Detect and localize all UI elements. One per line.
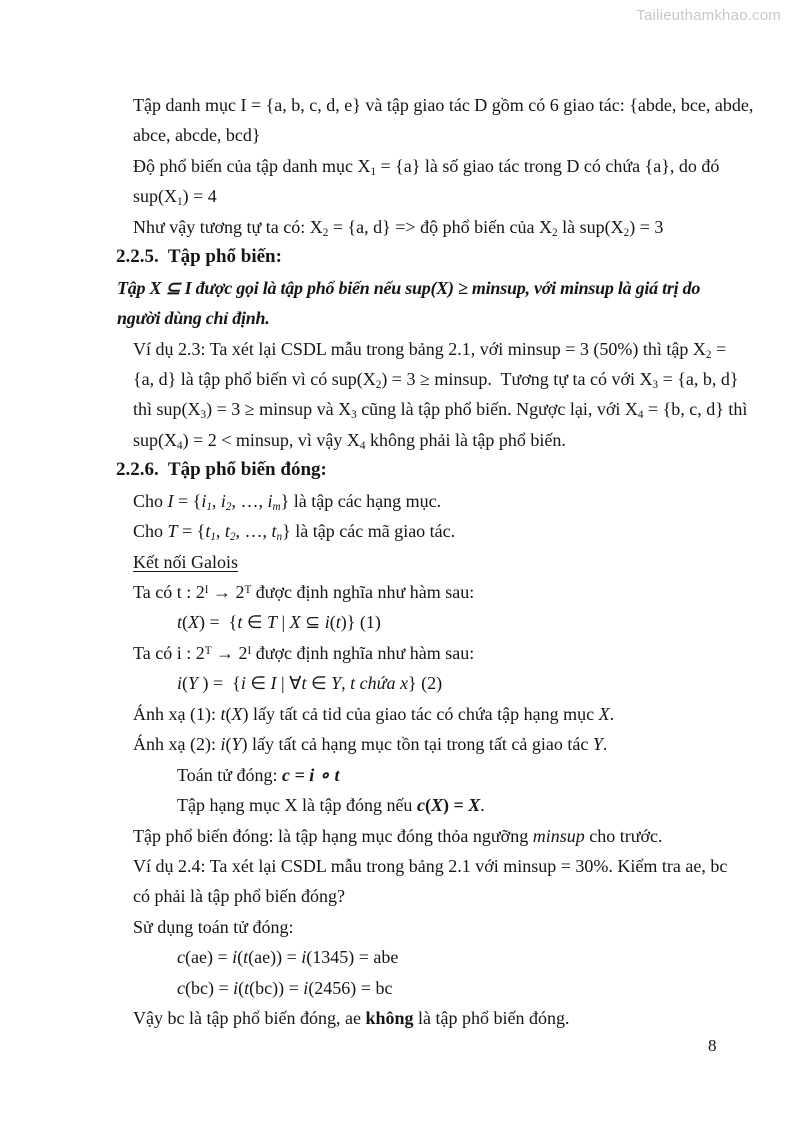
text-segment: X: [430, 795, 443, 816]
text-segment: c = i ∘ t: [282, 764, 340, 785]
text-segment: ) lấy tất cả hạng mục tồn tại trong tất cả giao tác: [241, 734, 593, 755]
text-segment: ) lấy tất cả tid của giao tác có chứa tập hạng mục: [242, 703, 599, 724]
section-heading-2-2-6: [116, 455, 723, 485]
text-segment: c: [416, 795, 425, 816]
example-2-4: [133, 851, 728, 881]
text-segment: I: [167, 490, 174, 511]
conclusion: [133, 1003, 723, 1033]
text-segment: → 2: [211, 642, 248, 663]
text-segment: c: [177, 977, 185, 998]
text-segment: .: [602, 734, 608, 755]
text-segment: Toán tử đóng:: [177, 764, 282, 785]
text-segment: 2: [705, 348, 712, 361]
paragraph-support-def: [133, 181, 723, 211]
text-segment: (ae)) =: [248, 947, 302, 968]
text-segment: Vậy bc là tập phổ biến đóng, ae: [133, 1008, 366, 1029]
text-segment: ) =: [442, 795, 469, 816]
text-segment: |: [277, 612, 290, 633]
text-segment: Ánh xạ (1):: [133, 703, 221, 724]
text-segment: (: [424, 795, 431, 816]
text-segment: 1: [177, 196, 183, 209]
mapping-2-explanation: [133, 729, 723, 759]
text-segment: Y: [331, 673, 342, 694]
paragraph-support-def: [133, 151, 723, 181]
text-segment: Ánh xạ (2):: [133, 734, 221, 755]
document-body: [116, 90, 754, 1034]
text-segment: t: [237, 612, 243, 633]
text-segment: được định nghĩa như hàm sau:: [251, 582, 475, 602]
example-2-4: [133, 881, 723, 911]
text-segment: X: [231, 703, 243, 724]
text-segment: Y: [231, 734, 242, 755]
text-segment: sup(X: [133, 186, 177, 207]
text-segment: = {a} là số giao tác trong D có chứa {a}, do đó: [376, 155, 720, 176]
text-segment: t: [205, 521, 211, 542]
example-2-3: [133, 394, 748, 424]
text-segment: ,: [341, 673, 351, 694]
text-segment: t: [224, 521, 230, 542]
text-segment: X: [188, 612, 200, 633]
galois-connection-label: [133, 547, 723, 577]
text-segment: (: [329, 612, 336, 633]
text-segment: (2456) = bc: [308, 977, 393, 998]
mapping-i-intro: [133, 638, 723, 668]
text-segment: } là tập các mã giao tác.: [282, 521, 456, 542]
text-segment: } là tập các hạng mục.: [280, 490, 442, 511]
text-segment: Tập hạng mục X là tập đóng nếu: [177, 795, 417, 816]
text-segment: i: [220, 490, 226, 511]
text-segment: Ta có t : 2: [133, 582, 205, 602]
text-segment: , …,: [231, 490, 268, 511]
text-segment: 4: [177, 439, 183, 452]
text-segment: có phải là tập phổ biến đóng?: [133, 886, 345, 907]
text-segment: (: [238, 977, 245, 998]
mapping-t-intro: [133, 577, 723, 607]
text-segment: Độ phổ biến của tập danh mục X: [133, 155, 371, 176]
text-segment: X: [468, 795, 481, 816]
text-segment: Ví dụ 2.3: Ta xét lại CSDL mẫu trong bảng 2.1, với minsup = 3 (50%) thì tập X: [133, 338, 706, 359]
text-segment: =: [711, 338, 727, 359]
closure-computation-ae: [177, 942, 723, 972]
text-segment: ) = 3 ≥ minsup và X: [206, 399, 352, 420]
text-segment: = {: [173, 490, 202, 511]
text-segment: I: [270, 673, 277, 694]
text-segment: t: [335, 612, 341, 633]
text-segment: 3: [351, 409, 357, 422]
text-segment: (: [182, 673, 189, 694]
text-segment: 2.2.6. Tập phổ biến đóng:: [116, 459, 327, 481]
text-segment: 2: [552, 226, 558, 239]
text-segment: = {a, d} => độ phổ biến của X: [328, 216, 553, 237]
text-segment: i: [324, 612, 330, 633]
text-segment: (: [182, 612, 189, 633]
text-segment: Sử dụng toán tử đóng:: [133, 916, 294, 937]
text-segment: .: [609, 703, 615, 724]
text-segment: i: [301, 947, 307, 968]
text-segment: là sup(X: [557, 216, 624, 237]
text-segment: minsup: [532, 825, 585, 846]
text-segment: t: [177, 612, 183, 633]
text-segment: 2: [375, 378, 382, 391]
text-segment: T: [204, 644, 212, 657]
text-segment: ⊆: [300, 612, 325, 633]
text-segment: ) = {: [199, 612, 238, 633]
text-segment: → 2: [208, 582, 245, 602]
text-segment: Ví dụ 2.4: Ta xét lại CSDL mẫu trong bảng 2.1 với minsup = 30%. Kiểm tra ae, bc: [133, 855, 728, 876]
text-segment: } (2): [407, 673, 443, 694]
text-segment: Y: [592, 734, 603, 755]
formula-1: [177, 607, 723, 637]
text-segment: 1: [210, 530, 216, 543]
closed-set-condition: [177, 790, 723, 820]
text-segment: ) = 3: [629, 216, 664, 237]
mapping-1-explanation: [133, 699, 723, 729]
text-segment: i: [240, 673, 246, 694]
text-segment: ∈: [245, 673, 271, 694]
text-segment: (ae) =: [185, 947, 233, 968]
text-segment: X: [598, 703, 610, 724]
example-2-3: [133, 334, 727, 364]
text-segment: Y: [188, 673, 199, 694]
text-segment: n: [276, 530, 283, 543]
text-segment: (: [225, 734, 232, 755]
text-segment: sup(X: [133, 429, 177, 450]
text-segment: 1: [206, 500, 212, 513]
text-segment: 4: [359, 439, 366, 452]
text-segment: i: [220, 734, 226, 755]
text-segment: Ta có i : 2: [133, 642, 205, 663]
text-segment: (: [225, 703, 232, 724]
section-heading-2-2-5: [116, 242, 723, 272]
example-2-4: [133, 912, 723, 942]
text-segment: 2: [229, 530, 236, 543]
text-segment: không: [365, 1008, 414, 1029]
text-segment: 3: [652, 378, 659, 391]
text-segment: 2: [623, 226, 630, 239]
items-set-definition: [133, 486, 723, 516]
text-segment: (bc)) =: [249, 977, 304, 998]
text-segment: ,: [211, 490, 221, 511]
text-segment: t: [244, 977, 250, 998]
text-segment: Cho: [133, 490, 168, 511]
text-segment: ) = 2 < minsup, vì vậy X: [182, 429, 360, 450]
text-segment: 2: [225, 500, 232, 513]
example-2-3: [133, 364, 739, 394]
text-segment: (bc) =: [185, 977, 234, 998]
text-segment: Kết nối Galois: [133, 551, 238, 572]
transactions-set-definition: [133, 516, 723, 546]
text-segment: ,: [215, 521, 225, 542]
text-segment: Tập danh mục I = {a, b, c, d, e} và tập giao tác D gồm có 6 giao tác: {abde, bce, abde,: [133, 95, 754, 115]
text-segment: Cho: [133, 521, 168, 542]
text-segment: = {: [177, 521, 206, 542]
text-segment: (: [237, 947, 244, 968]
text-segment: thì sup(X: [133, 399, 201, 420]
text-segment: t: [243, 947, 249, 968]
text-segment: .: [480, 795, 485, 816]
text-segment: c: [177, 947, 185, 968]
text-segment: i: [267, 490, 273, 511]
text-segment: t: [301, 673, 307, 694]
paragraph-support-def: [133, 212, 723, 242]
text-segment: = {a, b, d}: [658, 368, 739, 389]
text-segment: , …,: [235, 521, 272, 542]
watermark: Tailieuthamkhao.com: [636, 7, 781, 24]
text-segment: 2.2.5. Tập phổ biến:: [116, 246, 282, 268]
text-segment: ∈: [306, 673, 332, 694]
text-segment: m: [272, 500, 281, 513]
text-segment: {a, d} là tập phổ biến vì có sup(X: [133, 368, 376, 389]
example-2-3: [133, 425, 723, 455]
text-segment: là tập phổ biến đóng.: [413, 1008, 570, 1029]
text-segment: i: [201, 490, 207, 511]
text-segment: abce, abcde, bcd}: [133, 125, 261, 146]
paragraph-example-db: [133, 90, 754, 120]
closure-computation-bc: [177, 973, 723, 1003]
paragraph-example-db: [133, 120, 723, 150]
text-segment: X: [289, 612, 301, 633]
text-segment: không phải là tập phổ biến.: [365, 429, 566, 450]
page-number: 8: [708, 1036, 717, 1055]
text-segment: cho trước.: [584, 825, 663, 846]
text-segment: t chứa x: [350, 673, 408, 694]
text-segment: Tập phổ biến đóng: là tập hạng mục đóng thỏa ngưỡng: [133, 825, 533, 846]
text-segment: 1: [370, 165, 377, 178]
text-segment: I: [204, 583, 209, 596]
text-segment: ) = 3 ≥ minsup. Tương tự ta có với X: [381, 368, 653, 389]
text-segment: T: [267, 612, 278, 633]
text-segment: ) = {: [198, 673, 241, 694]
text-segment: ) = 4: [182, 186, 217, 207]
text-segment: 2: [322, 226, 329, 239]
text-segment: i: [177, 673, 183, 694]
text-segment: được định nghĩa như hàm sau:: [251, 642, 475, 663]
text-segment: 4: [637, 409, 644, 422]
text-segment: t: [220, 703, 226, 724]
text-segment: cũng là tập phổ biến. Ngược lại, với X: [356, 399, 638, 420]
text-segment: )} (1): [340, 612, 381, 633]
text-segment: ∈: [242, 612, 268, 633]
text-segment: I: [247, 644, 252, 657]
closed-frequent-definition: [133, 821, 723, 851]
text-segment: | ∀: [276, 673, 302, 694]
frequent-itemset-definition: [117, 273, 723, 303]
text-segment: (1345) = abe: [306, 947, 399, 968]
text-segment: người dùng chỉ định.: [117, 308, 270, 329]
formula-2: [177, 668, 723, 698]
text-segment: i: [232, 947, 238, 968]
text-segment: T: [167, 521, 178, 542]
text-segment: Như vậy tương tự ta có: X: [133, 216, 323, 237]
text-segment: t: [271, 521, 277, 542]
text-segment: i: [233, 977, 239, 998]
text-segment: i: [303, 977, 309, 998]
text-segment: 3: [200, 409, 207, 422]
text-segment: Tập X ⊆ I được gọi là tập phổ biến nếu sup(X) ≥ minsup, với minsup là giá trị do: [117, 277, 701, 298]
text-segment: = {b, c, d} thì: [643, 399, 748, 420]
frequent-itemset-definition: [117, 303, 723, 333]
closure-operator: [177, 760, 723, 790]
text-segment: T: [244, 583, 252, 596]
